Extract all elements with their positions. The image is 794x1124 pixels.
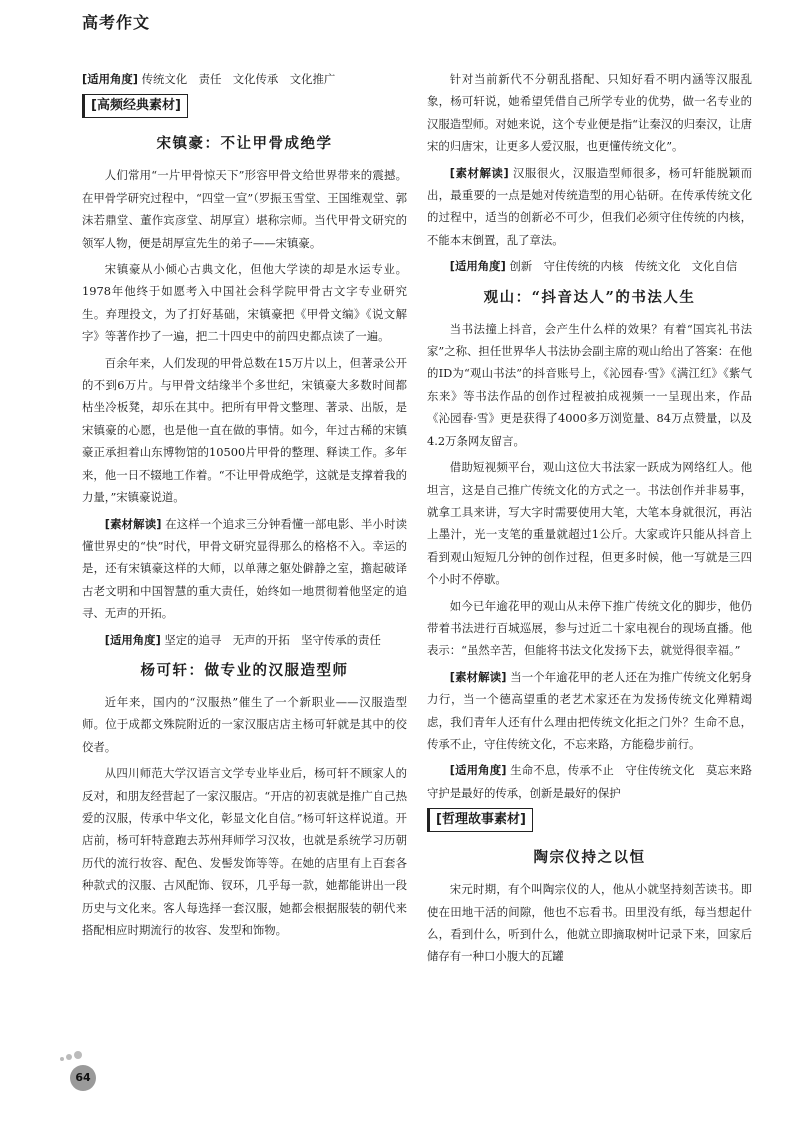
material-interpretation [82, 513, 407, 625]
angle-label: [适用角度] [82, 72, 138, 86]
interpretation-label: [素材解读] [104, 516, 162, 531]
left-column [82, 68, 407, 941]
article-title: 观山：“抖音达人”的书法人生 [483, 288, 696, 306]
angle-text: 坚定的追寻 无声的开拓 坚守传承的责任 [164, 632, 381, 647]
material-interpretation [427, 666, 752, 756]
paragraph: 人们常用“一片甲骨惊天下”形容甲骨文给世界带来的震撼。在甲骨学研究过程中，“四堂一宣”（罗振玉雪堂、王国维观堂、郭沫若鼎堂、董作宾彦堂、胡厚宣）堪称宗师。当代甲骨文研究的领军人物，便是胡厚宣先生的弟子——宋镇豪。 [82, 168, 407, 250]
intro-angle [82, 68, 407, 90]
paragraph: 借助短视频平台，观山这位大书法家一跃成为网络红人。他坦言，这是自己推广传统文化的方式之一。书法创作并非易事，就拿工具来讲，写大字时需要使用大笔，大笔本身就很沉，再沾上墨汁，光一支笔的重量就超过1公斤。大家或许只能从抖音上看到观山短短几分钟的创作过程，但更多时候，他一写就是三四个小时不停歇。 [427, 460, 752, 587]
material-interpretation [427, 162, 752, 252]
paragraph: 宋镇豪从小倾心古典文化，但他大学读的却是水运专业。1978年他终于如愿考入中国社会科学院甲骨古文字专业研究生。弃理投文，为了打好基础，宋镇豪把《甲骨文编》《说文解字》等著作抄了一遍，把二十四史中的前四史都点读了一遍。 [82, 262, 407, 344]
article-title: 杨可轩：做专业的汉服造型师 [140, 661, 349, 679]
article-title: 陶宗仪持之以恒 [533, 849, 646, 867]
paragraph: 宋元时期，有个叫陶宗仪的人，他从小就坚持刻苦读书。即使在田地干活的间隙，他也不忘看书。田里没有纸，每当想起什么，看到什么，听到什么，他就立即摘取树叶记录下来，回家后储存有一种口小腹大的瓦罐 [427, 882, 752, 964]
interpretation-label: [素材解读] [449, 669, 507, 684]
page-header-title: 高考作文 [82, 13, 151, 32]
right-column [427, 68, 764, 968]
section-heading: [哲理故事素材] [427, 808, 533, 832]
paragraph: 如今已年逾花甲的观山从未停下推广传统文化的脚步，他仍带着书法进行百城巡展，参与过近二十家电视台的现场直播。他表示：“虽然辛苦，但能将书法文化发扬下去，就觉得很幸福。” [427, 598, 752, 658]
paragraph: 从四川师范大学汉语言文学专业毕业后，杨可轩不顾家人的反对，和朋友经营起了一家汉服店。“开店的初衷就是推广自己热爱的汉服，传承中华文化，彰显文化自信。”杨可轩这样说道。开店前，杨可轩特意跑去苏州拜师学习汉妆，也就是系统学习历朝历代的流行妆容、配色、发髻发饰等等。在她的店里有上百套各种款式的汉服、古风配饰、钗环，几乎每一款，她都能讲出一段历史与文化来。客人每选择一套汉服，她都会根据服装的朝代来搭配相应时期流行的妆容、发型和饰物。 [82, 766, 407, 937]
page-number: 64 [70, 1065, 96, 1091]
article-title: 宋镇豪：不让甲骨成绝学 [156, 135, 333, 153]
angle-label: [适用角度] [449, 259, 506, 274]
paragraph: 百余年来，人们发现的甲骨总数在15万片以上，但著录公开的不到6万片。与甲骨文结缘半个多世纪，宋镇豪大多数时间都枯坐冷板凳，却乐在其中。把所有甲骨文整理、著录、出版，是宋镇豪的心愿，也是他一直在做的事情。如今，年过古稀的宋镇豪正承担着山东博物馆的10500片甲骨的整理、释读工作。多年来，他一日不辍地工作着。“不让甲骨成绝学，这就是支撑着我的力量，”宋镇豪说道。 [82, 355, 407, 505]
paragraph: 当书法撞上抖音，会产生什么样的效果？有着“国宾礼书法家”之称、担任世界华人书法协会副主席的观山给出了答案：在他的ID为“观山书法”的抖音账号上，《沁园春·雪》《满江红》《紫气东来》等书法作品的创作过程被拍成视频一一呈现出来，作品《沁园春·雪》更是获得了4000多万浏览量、84万点赞量，以及4.2万条网友留言。 [427, 321, 752, 448]
applicable-angle [427, 255, 752, 277]
angle-text: 生命不息，传承不止 守住传统文化 莫忘来路 守护是最好的传承，创新是最好的保护 [427, 763, 764, 800]
paragraph: 针对当前新代不分朝乱搭配、只知好看不明内涵等汉服乱象，杨可轩说，她希望凭借自己所学专业的优势，做一名专业的汉服造型师。对她来说，这个专业便是指“让秦汉的归秦汉，让唐宋的归唐宋，让更多人爱汉服，也更懂传统文化”。 [427, 72, 752, 154]
paragraph: 近年来，国内的“汉服热”催生了一个新职业——汉服造型师。位于成都文殊院附近的一家汉服店店主杨可轩就是其中的佼佼者。 [82, 694, 407, 754]
applicable-angle [82, 629, 407, 651]
angle-label: [适用角度] [449, 763, 507, 778]
decorative-dots [60, 1051, 100, 1065]
angle-label: [适用角度] [104, 632, 161, 647]
angle-text: 创新 守住传统的内核 传统文化 文化自信 [509, 259, 738, 274]
interpretation-text: 在这样一个追求三分钟看懂一部电影、半小时读懂世界史的“快”时代，甲骨文研究显得那么的格格不入。幸运的是，还有宋镇豪这样的大师，以单薄之躯处僻静之室，擔起破译古老文明和中国智慧的重大责任，始终如一地贯彻着他坚定的追寻、无声的开拓。 [82, 516, 407, 621]
applicable-angle [427, 759, 764, 804]
interpretation-label: [素材解读] [449, 165, 509, 180]
interpretation-text: 当一个年逾花甲的老人还在为推广传统文化躬身力行，当一个德高望重的老艺术家还在为发扬传统文化殚精竭虑，我们青年人还有什么理由把传统文化拒之门外？生命不息，传承不止，守住传统文化，不忘来路，方能稳步前行。 [427, 669, 752, 751]
section-heading: [高频经典素材] [82, 94, 188, 118]
angle-text: 传统文化 责任 文化传承 文化推广 [141, 72, 336, 86]
interpretation-text: 汉服很火，汉服造型师很多，杨可轩能脱颖而出，最重要的一点是她对传统造型的用心钻研。在传承传统文化的过程中，适当的创新必不可少，但我们必须守住传统的内核，不能本末倒置，乱了章法。 [427, 165, 752, 247]
